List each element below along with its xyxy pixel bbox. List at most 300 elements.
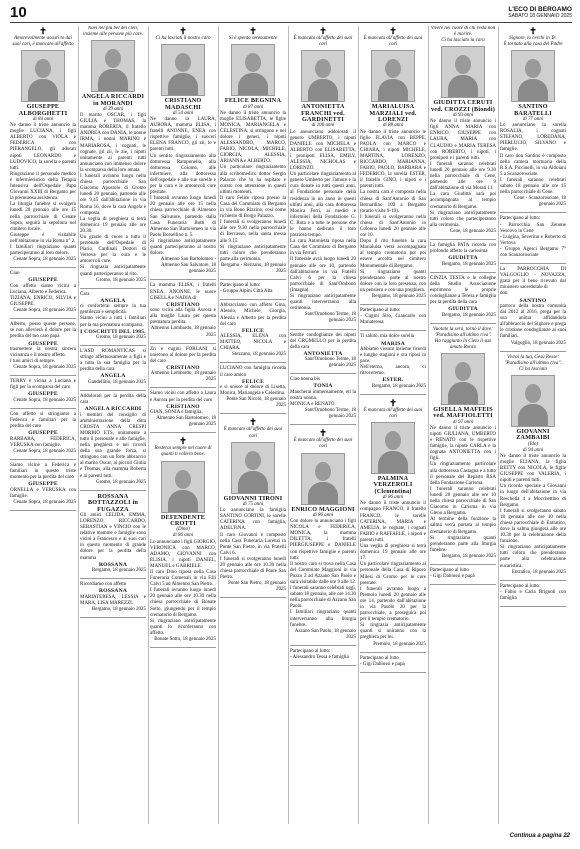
- place-date: Gromo, 18 gennaio 2025: [96, 479, 146, 485]
- place-date: Ponte San Nicolò, 18 gennaio 2025: [226, 397, 286, 409]
- notice-body: Si ringraziano anticipatamente quanti interverranno alla cerimonia.: [290, 294, 356, 312]
- deceased-age: di 86 anni: [172, 533, 194, 539]
- place-date: Cenate Sopra, 18 gennaio 2025: [13, 365, 76, 371]
- notice-text: parroco della nostra comunità dal 2012 al 2016, prega per la sua anima affidandola all'abbraccio del Signore e prega le cristiane condoglianze ai suoi familiari.: [500, 303, 566, 340]
- obituary-notice: [500, 584, 566, 602]
- place-date: Ponte San Pietro, 18 gennaio 2025: [228, 581, 286, 593]
- place-date: Cenate Sopra, 18 gennaio 2025: [13, 397, 76, 403]
- deceased-age: (Dino): [176, 527, 190, 533]
- notice-divider: [220, 597, 286, 598]
- portrait-head: [245, 53, 261, 72]
- notice-body: I funerali si svolgeranno sabato 18 gennaio alle ore 10 nella chiesa parrocchiale di Entratico, dove la salma giungerà alle ore 10.30 per la celebrazione della funzione.: [500, 508, 566, 545]
- obituary-notice: [220, 417, 286, 593]
- portrait-photo: [231, 44, 275, 96]
- obituary-notice: [360, 308, 426, 326]
- notice-divider: [150, 343, 216, 344]
- notice-divider: [500, 606, 566, 607]
- notice-body: La nostra cara è composta nella chiesa di Sant'Antonio di San Bernardino 109 a Bergamo (orario visite 9-19).: [360, 190, 426, 214]
- notice-text: La mamma ELISA, i fratelli ENEA, ANONNE, le nuore GISELLA e NADIA di: [150, 283, 216, 301]
- obituary-notice: [220, 303, 286, 358]
- notice-divider: [10, 459, 76, 460]
- place-date: Gromo, 18 gennaio 2025: [96, 277, 146, 283]
- notice-body: Ne danno la LAURA, AURORA, mamma ELISA, i fratelli ANONNE, ENEA con rispettive famiglie, i suoceri ELENA FRANCO, gli zii, le e parenti tutti.: [150, 117, 216, 153]
- notice-text: Mancherai immensamente, eri la nostra nonna.: [290, 389, 356, 401]
- deceased-age: di 88 anni: [382, 123, 404, 129]
- obituary-notice: [220, 26, 286, 275]
- portrait-head: [35, 59, 51, 78]
- deceased-name: ANTONIETTA FRANCHI ved. GARDINETTI: [301, 103, 345, 123]
- notice-divider: [150, 647, 216, 648]
- notice-divider: [10, 408, 76, 409]
- notice-text: - Alessandro Tessa e famiglia: [290, 655, 349, 660]
- intro-text: Vivrai la tua, Gesù Resse: "Paradisino all'ultimo riva".: [504, 354, 562, 366]
- deceased-age: di 87 anni: [242, 104, 264, 110]
- intro-text: Resterai sempre nel cuore di quanti ti vollero bene.: [154, 446, 212, 458]
- obituary-notice: [10, 412, 76, 455]
- notice-body: I familiari ringraziano quanti parteciperanno al loro dolore.: [10, 244, 76, 257]
- notice-body: Si ringrazia anticipatamente quanti parteciperanno al rito.: [80, 265, 146, 277]
- deceased-name: PALMINA VERZEROLI (Clementina): [373, 475, 413, 495]
- notice-body: Un ringraziamento particolare alla dottoressa Castagna e a tutto il personale del Reparto RSA della Fondazione Carisma.: [430, 462, 496, 486]
- notice-text: Partecipano al lutto:: [290, 648, 331, 654]
- notice-divider: [360, 672, 426, 673]
- column-separator: [288, 26, 289, 824]
- column-4: [220, 26, 286, 824]
- place-date: Bergamo, 18 gennaio 2025: [91, 606, 146, 612]
- intro-text: Ci ha lasciato: [518, 366, 548, 372]
- place-date: Bergamo, 18 gennaio 2025: [371, 383, 426, 389]
- deceased-name: ROSSANA BOTTAZZOLI in FUGAZZA: [87, 492, 139, 513]
- notice-body: Il caro Felice riposa presso la Casa del Commiato di Bergamo in via Bono Rizzino, così come richiesto di Borgo Palazzo.: [220, 195, 286, 220]
- notice-body: Dopo il rito funebre la cara Marialuisa verrà accompagnata al tempio crematorio per poi essere accolta nel cimitero Monumentale di Bergamo.: [360, 239, 426, 269]
- place-date: Cenate Sopra, 18 gennaio 2025: [13, 257, 76, 263]
- place-date: Cenate Sopra, 18 gennaio 2025: [13, 308, 76, 314]
- notice-text: ci conforterai sempre la tua gentilezza e semplicità.: [80, 304, 146, 316]
- deceased-age: di 86 anni: [312, 512, 334, 518]
- notice-text: Partecipano al lutto:: [220, 283, 261, 289]
- deceased-name: GIOVANNI ZAMBAIBI: [516, 427, 550, 442]
- intro-text: Vivere nei cuore di chi resta non è morire.: [430, 26, 496, 38]
- portrait-body: [98, 69, 128, 92]
- portrait-head: [175, 470, 191, 489]
- notice-text: - Parrocchia San Zenone Vescovo in Cene: [500, 222, 566, 234]
- notice-text: Alberto, posso queste persone, se non allevierà il dolore per la perdita del tuo caro papà: [10, 322, 76, 340]
- notice-body: I funerali saranno celebrati oggi, sabato 18 gennaio, alle ore 14.30 nella parrocchiale di Azzano San Paolo.: [290, 586, 356, 610]
- notice-divider: [360, 652, 426, 653]
- place-date: Valgoglio, 18 gennaio 2025: [510, 340, 566, 346]
- notice-text: Partecipano al lutto:: [500, 583, 541, 589]
- intro-text: Nuvi nel più bel dei cieli, insieme alle persone più care.: [83, 26, 143, 38]
- portrait-photo: [231, 442, 275, 494]
- notice-body: I funerali si svolgeranno lunedì 20 gennaio alle ore 10.30 nella chiesa parrocchiale di Ponte San Pietro.: [220, 556, 286, 581]
- portrait-body: [518, 404, 548, 427]
- intro-text: È mancata all'affetto dei suoi cari: [363, 36, 423, 48]
- portrait-body: [448, 382, 478, 405]
- obituary-columns: [10, 26, 572, 826]
- notice-divider: [220, 299, 286, 300]
- obituary-notice: [80, 494, 146, 574]
- portrait-photo: [371, 422, 415, 474]
- portrait-head: [385, 59, 401, 78]
- obituary-notice: [290, 428, 356, 641]
- portrait-head: [455, 55, 471, 74]
- notice-body: Gli amici CELIDA, EMMA, LORENZO, RICCARDO, SEBASTIAN e VINCIO con le relative mamme e famiglie sono vicini a Francesco e ai suoi cari in questo momento di grande dolore per la perdita della mamma: [80, 512, 146, 561]
- notice-text: LUCIANO con famiglia ricorda il caro amico: [220, 366, 286, 378]
- notice-body: I funerali avranno luogo lunedì 20 gennaio alle ore 15 nella chiesa parrocchiale di Almenno San Salvatore, partendo dalla Casa Funeraria Botti di Almenno San Bartolomeo in via Paolo Borsellino n. 5.: [150, 196, 216, 238]
- notice-body: Un sentito ringraziamento alla dottoressa Ramponella, alla dottoressa Colomo, alle infermiere, alla dottoressa dell'ospedale e alle sue sorelle e per la cura e le amorevoli cure prestate.: [150, 153, 216, 196]
- notice-body: I funerali saranno celebrati lunedì 20 gennaio alle ore 9.30 nella parrocchiale di Cene, partendo alle ore 9 dall'abitazione di via Morati 11.: [430, 161, 496, 192]
- deceased-name: CRISTIANO: [166, 403, 200, 410]
- portrait-body: [238, 471, 268, 494]
- deceased-name: GIUDITTA: [448, 306, 478, 313]
- notice-text: Siamo vicine a Federica e familiari in questo triste momento per la perdita del caro: [10, 462, 76, 481]
- cross-icon: ✝: [319, 428, 327, 439]
- notice-body: Un particolare ringraziamento al genero Umberto per l'amore e la cura donate in tutti questi anni, al Fondazione personale della residenza in un anno in questi ultimi anni, alla cara dottoressa Monica Ferri, ai medici e infermieri della Fondazione G. C. Rota e a tutte le persone che le hanno dedicato il loro prezioso tempo.: [290, 172, 356, 239]
- column-5: [290, 26, 356, 824]
- notice-body: Con dolore lo annunciano i figli NICOLA e FEDERICA, MONICA, la mamma DILETTA, i fratelli PIERGIUSEPPE e DANIELE con rispettive famiglie e parenti tutti.: [290, 519, 356, 561]
- notice-divider: [290, 645, 356, 646]
- notice-text: Zii e cugini FORLANI si uniscono al dolore per la perdita del caro: [150, 346, 216, 364]
- intro-text: Signore, lo cerchi in Te.: [509, 36, 557, 41]
- deceased-age: (Ido): [528, 441, 538, 447]
- notice-body: Si ringraziano anticipatamente tutti coloro che prenderanno parte alla celebrazione eucaristica.: [500, 545, 566, 569]
- portrait-body: [28, 79, 58, 102]
- deceased-name: CRISTIANO MADASCHI: [164, 97, 202, 111]
- notice-divider: [430, 239, 496, 240]
- place-date: Entratico, 18 gennaio 2025: [511, 569, 566, 575]
- place-date: Almenno San Bartolomeo, 18 gennaio 2025: [156, 416, 216, 428]
- cross-icon: ✝: [249, 26, 257, 36]
- portrait-head: [315, 462, 331, 481]
- deceased-name: FELICE: [241, 327, 265, 334]
- notice-body: Si ringraziano anticipatamente quanti parteciperanno al nostro dolore.: [150, 238, 216, 257]
- cross-icon: ✝: [249, 417, 257, 428]
- portrait-photo: [441, 46, 485, 98]
- notice-divider: [10, 318, 76, 319]
- deceased-name: MARIALUISA MARZIALI ved. LORENZI: [369, 103, 417, 123]
- portrait-body: [238, 73, 268, 96]
- deceased-name: FELICE BEGNINA: [224, 97, 282, 105]
- deceased-name: ANTONIETTA: [303, 350, 343, 357]
- notice-divider: [80, 490, 146, 491]
- deceased-name: FELICE: [241, 378, 265, 385]
- notice-divider: [80, 288, 146, 289]
- notice-text: don: [500, 291, 508, 297]
- obituary-notice: [430, 568, 496, 580]
- obituary-notice: [80, 26, 146, 284]
- page-header: [10, 6, 572, 23]
- notice-divider: [430, 584, 496, 585]
- deceased-name: ROSSANA: [98, 561, 128, 568]
- portrait-body: [378, 79, 408, 102]
- intro-text: Amorevolmente assisti to dai suoi cari, è mancato all'affetto: [12, 36, 74, 48]
- intro-text: Vuotate la sera, tornò il dove: "Paradisino all'ultimo riva".: [433, 326, 493, 338]
- notice-body: Ne danno il triste annuncio la moglie LUCIANA, i figli ALBERTO con VIOLA e FEDERICA con PIERANGELO, gli adorati nipoti LEONARDO e LUDOVICO, la sorella e parenti tutti.: [10, 123, 76, 171]
- notice-body: Il caro Dino riposa nella Casa Funeraria Comenali in via F.lli Calvi 5 ad Almenno San Pietro.: [150, 570, 216, 588]
- notice-text: L'ASD ROMANTICAS si stringe affettuosamente a figli e a tutta la sua famiglia per la perdita della cara: [80, 349, 146, 373]
- obituary-notice: [150, 283, 216, 338]
- notice-body: Una veglia di preghiera si terrà domenica 19 gennaio alle ore 17.: [360, 544, 426, 562]
- portrait-photo: [91, 40, 135, 92]
- notice-text: Ti salutò, mia dolce sorella: [360, 334, 415, 340]
- obituary-notice: [10, 379, 76, 404]
- column-1: [10, 26, 76, 824]
- portrait-body: [518, 79, 548, 102]
- notice-body: Ne danno il triste annuncio i figli ANNA MARIA con ENRICO, GIUSEPPE con LAURA, MARIA con CLAUDIO e MARIA TERESA con ROBERTO, i nipoti, i pronipoti e i parenti tutti.: [430, 119, 496, 161]
- masthead: [508, 6, 572, 19]
- deceased-name: ANGELA: [100, 373, 126, 380]
- intro-text: Ha raggiunto in Cielo il suo amato Ronzo: [434, 338, 492, 350]
- obituary-notice: [360, 398, 426, 648]
- intro-text: È mancata all'affetto dei suoi cari: [293, 36, 353, 48]
- notice-body: I funerali avranno luogo nella chiesa parrocchiale San Giacomo Apostolo di Gromo lunedì 20 gennaio, partendo alle ore 9,45 dall'abitazione in via Roma 16, dove la cara Angela è composta.: [80, 174, 146, 216]
- obituary-notice: [10, 271, 76, 314]
- notice-text: TERRY è vicina a Luciana e figli per la scomparsa del caro: [10, 379, 76, 391]
- notice-text: - Cugini Siro, Giancarlo con Mariateresa: [360, 314, 426, 326]
- notice-body: Il caro Giovanni è composto nella Casa Funeraria Lorenzi in Ponte San Pietro, in via Fratelli Calvi 6.: [220, 532, 286, 556]
- obituary-notice: [80, 582, 146, 613]
- deceased-age: di 86 anni: [382, 495, 404, 501]
- deceased-name: GIUSEPPE ALBORGHETTI: [18, 103, 68, 117]
- obituary-notice: [10, 26, 76, 263]
- deceased-name: MARISA: [381, 340, 405, 347]
- place-date: Gandellino, 18 gennaio 2025: [87, 379, 146, 385]
- column-separator: [358, 26, 359, 824]
- place-date: Bergamo, 18 gennaio 2025: [441, 312, 496, 318]
- notice-text: Nell'eterno, ancora, ci ritroveremo.: [360, 365, 426, 377]
- deceased-name: ANGELA RICCARDI in MORANDI: [81, 93, 145, 107]
- obituary-notice: [430, 327, 496, 560]
- deceased-name: ANGELA RICCARDI: [84, 406, 142, 413]
- portrait-body: [308, 482, 338, 505]
- obituary-notice: [430, 243, 496, 268]
- notice-text: Ricordiamo con affetto: [80, 582, 127, 588]
- notice-text: i membri del consiglio di amministrazione della ditta CROSTA ANNA CRESPI MORBIO ETS, unitamente a tutto il personale e alle famiglie, nella preghiera e nei ricordi della sua grande forza, si stringono con un forte abbraccio al marito Oscar, ai piccoli Giulia e Thomas, alla mamma Roberta e ai parenti tutti.: [80, 412, 146, 479]
- notice-text: - Gigi Dablossi e papà: [430, 574, 475, 580]
- portrait-head: [455, 362, 471, 381]
- intro-text: Ci ha lasciati il nostro caro: [155, 36, 211, 41]
- deceased-name: ESTER.: [382, 377, 404, 384]
- notice-body: Giuseppe è visitabile nell'abitazione in via Roma n° 2.: [10, 232, 76, 244]
- notice-text: Partecipano al lutto: [430, 567, 469, 573]
- notice-text: CINZIA TESTA e le colleghe della Studio Associazione esprimono le proprie condoglianze a Teresa e famiglia per la perdita della cara: [430, 275, 496, 306]
- portrait-head: [525, 59, 541, 78]
- notice-body: La cara Antonietta riposa nella Casa del Commiato di Bergamo in via Ferrari.: [290, 239, 356, 257]
- notice-body: Si ringraziano quanti prenderanno parte alla liturgia funebre.: [430, 535, 496, 553]
- notice-text: e si unisce al dolore di Lisetta, Monica, Mariangela e Celestina.: [220, 385, 286, 397]
- notice-divider: [220, 362, 286, 363]
- notice-text: - Luigina, Severino e Roberto di Vertova: [500, 234, 566, 246]
- obituary-notice: [220, 366, 286, 409]
- place-date: Stezzano, 18 gennaio 2025: [232, 352, 286, 358]
- notice-body: Ne danno il triste annuncio il compagno FRANCO, il fratello FRANCO, le sorelle CATERINA, MARIA e AMELIA, le cognate, i cognati FABIO e RAFFAELE, i nipoti e parenti tutti.: [360, 501, 426, 543]
- notice-body: Il caro don Santino è composto nella camera mortuaria della R.S.A. Piccinelli, in via Aldoiani 5 a Scanzorosciate.: [500, 153, 566, 177]
- portrait-photo: [301, 50, 345, 102]
- portrait-photo: [371, 50, 415, 102]
- notice-text: - Gruppo Alpini Città Alta: [220, 289, 273, 295]
- notice-body: Si ringraziano anticipatamente quanti lo ricorderanno con affetto.: [150, 618, 216, 636]
- notice-divider: [430, 564, 496, 565]
- notice-text: Abbiamo vissuto insieme ricordi e lunghe stagioni e ora riposi in pace.: [360, 346, 426, 365]
- notice-body: Lo annunciano i figli GIORGIO, VERONICA con MARCO, ADAMO, GIOVANNI con ELISIA, i nipoti DANIEL, MANUEL e GABRIELE.: [150, 539, 216, 569]
- obituary-notice: [290, 333, 356, 370]
- notice-body: Al termine della funzione la salma verrà portata al tempio crematorio di Bergamo.: [430, 517, 496, 535]
- portrait-head: [175, 53, 191, 72]
- portrait-body: [308, 79, 338, 102]
- column-separator: [148, 26, 149, 824]
- column-separator: [498, 26, 499, 824]
- page-number: 10: [10, 4, 27, 21]
- notice-text: La famiglia PATA ricorda con profondo affetto la carissima: [430, 242, 496, 255]
- notice-body: Un ricordo speciale a Giovanni in luogo dell'abitazione in via Reschella 4 a Mocchettino di Bergamo.: [500, 484, 566, 508]
- notice-body: Ne danno il triste annuncio la moglie ELIANA, la figlia BETTY con NICOLA, le figlie GIUSEPPE con VALERIA, i nipoti e parenti tutti.: [500, 453, 566, 484]
- notice-body: Il funerale avrà luogo lunedì 20 gennaio alle ore 10, partendo dall'abitazione in via Fratelli Calvi 6 per la chiesa parrocchiale di Sant'Ombono (Imagna).: [290, 257, 356, 293]
- column-2: [80, 26, 146, 824]
- deceased-age: di 100 anni: [311, 123, 335, 129]
- notice-text: trasmettere la nostra sincera vicinanza e il nostro affetto.: [10, 346, 76, 358]
- notice-text: ALESSIA, ELENA con MATTEO, NICOLA e CHIARA.: [220, 334, 286, 352]
- notice-divider: [360, 330, 426, 331]
- obituary-notice: [220, 283, 286, 295]
- notice-text: Partecipano al lutto: [360, 655, 399, 661]
- obituary-notice: [290, 649, 356, 661]
- deceased-name: GIUSEPPE: [28, 430, 58, 437]
- notice-divider: [290, 665, 356, 666]
- notice-text: Ciao: [10, 271, 20, 277]
- deceased-age: di 75 anni: [242, 502, 264, 508]
- portrait-photo: [301, 453, 345, 505]
- deceased-name: SANTINO: [519, 297, 547, 304]
- notice-text: Cara: [80, 291, 90, 297]
- notice-divider: [500, 351, 566, 352]
- publication-name: L'ECO DI BERGAMO: [508, 6, 572, 13]
- notice-divider: [80, 578, 146, 579]
- cross-icon: ✝: [39, 26, 47, 36]
- place-date: Bonate Sotto, 18 gennaio 2025: [154, 637, 216, 643]
- publication-date: SABATO 18 GENNAIO 2025: [508, 13, 572, 19]
- obituary-notice: [150, 391, 216, 428]
- notice-body: Ne danno il triste annuncio la moglie ELISABETTA, le figlie MONICA, MARIANGELA e CELESTINA, si stringono e nel dolore i generi, i nipoti ALESSANDRO, MARCO, FABIO, NICOLA, MICHELE, GIORGIA, ALESSIA, ARIANNA e ALBERTO.: [220, 110, 286, 165]
- obituary-notice: [10, 322, 76, 371]
- notice-divider: [80, 617, 146, 618]
- notice-divider: [290, 424, 356, 425]
- cross-icon: ✝: [179, 26, 187, 36]
- obituary-notice: [150, 347, 216, 384]
- deceased-name: TONIA: [313, 383, 333, 390]
- deceased-name: ENRICO MAGGIONI: [291, 505, 355, 513]
- obituary-notice: [360, 656, 426, 668]
- deceased-name: GIUSEPPE: [28, 481, 58, 488]
- deceased-age: di 84 anni: [32, 117, 54, 122]
- notice-text: - Gigi Dablossi e papà: [360, 661, 405, 667]
- obituary-notice: [290, 26, 356, 325]
- obituary-notice: [80, 349, 146, 386]
- intro-text: È mancato all'affetto dei suoi cari: [293, 438, 353, 450]
- obituary-notice: [500, 267, 566, 347]
- notice-divider: [500, 263, 566, 264]
- notice-text: Sentite condoglianze dei nipoti del GRUMELLO per la perdita della cara: [290, 332, 356, 350]
- portrait-body: [168, 73, 198, 96]
- obituary-notice: [80, 394, 146, 486]
- notice-body: I funerali saranno celebrati lunedì 20 gennaio alle ore 10 nella chiesa parrocchiale di San Giacomo in Carisma in via Gleno a Bergamo.: [430, 486, 496, 517]
- place-date: Almenno San Bartolomeo - Almenno San Salvatore, 18 gennaio 2025: [160, 257, 216, 275]
- obituary-notice: [360, 26, 426, 300]
- deceased-name: CRISTIANO: [166, 301, 200, 308]
- notice-text: Siamo vicini a tutti i familiari per la tua prematura scomparsa.: [80, 316, 146, 328]
- notice-text: Abbracciamo con affetto Gina, Alessio, Michele, Giorgia, Alessia e Alberto per la perdita del caro: [220, 303, 286, 327]
- notice-body: Ne danno il triste annuncio i nipoti GIULIANA, UMBERTO e RENATO con le rispettive famiglie, la nipote CARLA e la cognata ANTONIETTA con i figli.: [430, 425, 496, 462]
- deceased-name: SANTINO BARATELLI: [514, 103, 552, 117]
- notice-body: Un particolare ringraziamento al personale della Casa di Riposo Milesi di Gromo per le cure prestate.: [360, 562, 426, 586]
- notice-body: Lo annunciano la sorella ROSALIA, i cognati STEFANO, LOREDANA, PIERLUCIO, SILVANO e famiglie.: [500, 123, 566, 153]
- column-separator: [78, 26, 79, 824]
- place-date: Gromo, 18 gennaio 2025: [96, 335, 146, 340]
- deceased-name: I COSCRITTI DEL 1985.: [80, 328, 146, 335]
- notice-divider: [500, 212, 566, 213]
- notice-body: I funerali avranno luogo a Premolo lunedì 20 gennaio alle ore 14, partendo dall'abitazione in via Pasolo 20 per la parrocchiale, a proseguirà poi per il tempio crematorio.: [360, 586, 426, 623]
- intro-text: Ci ha lasciato la cara: [441, 38, 485, 44]
- notice-text: I tuoi amici di sempre.: [10, 359, 56, 365]
- deceased-age: di 94 anni: [522, 447, 544, 453]
- portrait-photo: [511, 50, 555, 102]
- place-date: Azzano San Paolo, 18 gennaio 2025: [294, 628, 356, 640]
- notice-text: Ciao nonna bis: [290, 377, 320, 383]
- notice-body: I funerali saranno celebrati sabato 18 gennaio alle ore 15 nella parrocchiale di Cene.: [500, 177, 566, 196]
- notice-divider: [150, 279, 216, 280]
- notice-divider: [360, 304, 426, 305]
- notice-divider: [10, 510, 76, 511]
- deceased-age: di 97 anni: [452, 419, 474, 425]
- cross-icon: ✝: [319, 26, 327, 36]
- notice-divider: [500, 580, 566, 581]
- notice-text: La PARROCCHIA DI VALGOGLIO - NOVAZZA, grata per il bene ricevuto dal ministero sacerdotale di: [500, 267, 566, 291]
- notice-text: MONICA e RENATO.: [290, 402, 336, 408]
- place-date: Sant'Omobono Terme, 18 gennaio 2025: [304, 312, 356, 324]
- notice-body: Si ringraziano anticipatamente tutti coloro che prenderanno parte alla cerimonia.: [220, 244, 286, 262]
- notice-divider: [10, 375, 76, 376]
- continues-note: Continua a pagina 22: [509, 833, 570, 839]
- place-date: Cenate Sopra, 18 gennaio 2025: [13, 448, 76, 454]
- place-date: Bergamo, 18 gennaio 2025: [441, 261, 496, 267]
- notice-body: I familiari ringraziano quanti interverranno alla liturgia funebre.: [290, 610, 356, 628]
- column-7: [430, 26, 496, 824]
- obituary-notice: [500, 26, 566, 208]
- place-date: Sant'Omobono Terme, 18 gennaio 2025: [304, 408, 356, 420]
- place-date: Almenno Lombardo, 18 gennaio 2025: [150, 371, 216, 383]
- column-8: [500, 26, 566, 824]
- notice-text: Con affetto siamo vicini a Luciana, Alberto e Federica.: [10, 283, 76, 295]
- notice-text: ORNELLA e VERUSKA con famiglie.: [10, 487, 76, 499]
- notice-body: I funerali si svolgeranno lunedì alle ore 9.30 nella parrocchiale di Bercasso, nella santa messa alle 9.15.: [220, 220, 286, 244]
- column-3: [150, 26, 216, 824]
- intro-text: È tornato alla casa del Padre: [503, 42, 563, 48]
- portrait-photo: [161, 461, 205, 513]
- notice-divider: [360, 394, 426, 395]
- notice-divider: [290, 329, 356, 330]
- deceased-name: ROSSANA: [98, 588, 128, 595]
- deceased-name: GIUDITTA CERUTI ved. CROZZI (Biondi): [431, 99, 495, 113]
- portrait-photo: [441, 353, 485, 405]
- notice-divider: [150, 432, 216, 433]
- notice-text: Partecipano al lutto:: [500, 216, 541, 222]
- portrait-head: [245, 451, 261, 470]
- notice-body: La veglia di preghiera si terrà domenica 19 gennaio alle ore 20.30.: [80, 216, 146, 234]
- notice-body: Si ringraziano anticipatamente tutti coloro che parteciperanno alla cerimonia.: [430, 210, 496, 228]
- deceased-name: GIUSEPPE: [28, 340, 58, 347]
- portrait-head: [315, 59, 331, 78]
- notice-body: Un grazie di cuore a tutto il personale dell'Ospedale di Piario, Cardinali Dottori di Vertova per la cura e le amorevoli cure.: [80, 234, 146, 265]
- cross-icon: ✝: [389, 397, 397, 408]
